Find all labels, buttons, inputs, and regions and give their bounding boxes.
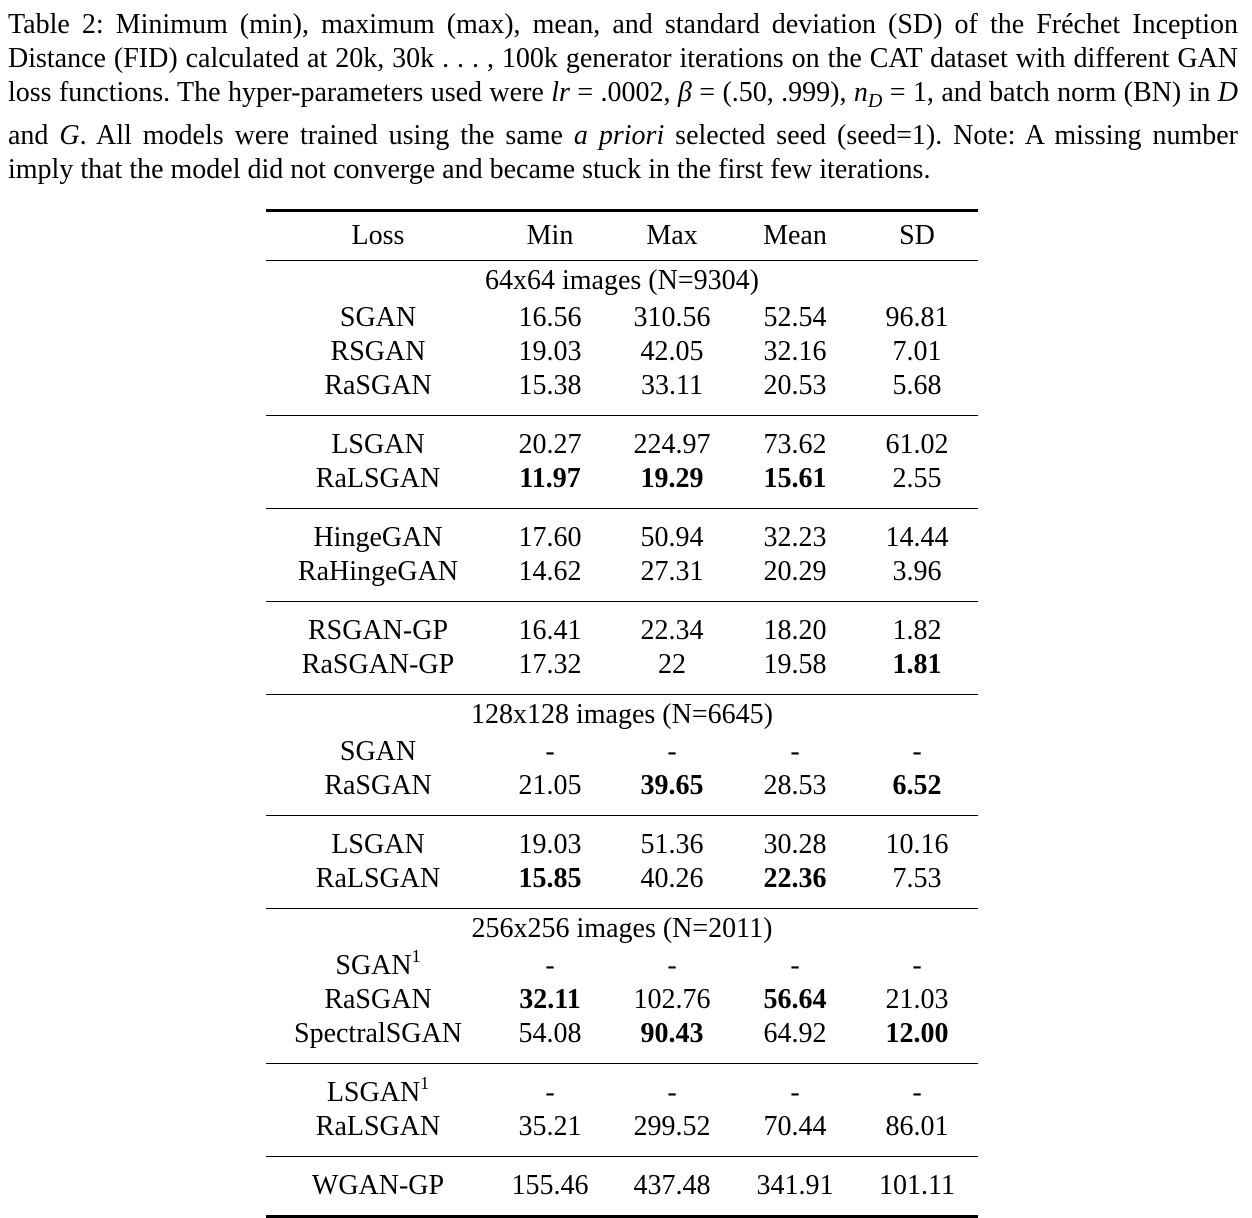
table-row (266, 1017, 978, 1064)
cell-loss: SGAN (339, 302, 417, 333)
cell-mean: - (790, 736, 800, 767)
header-loss: Loss (266, 211, 490, 261)
cell-mean: 20.29 (763, 556, 827, 587)
table-row (266, 602, 978, 649)
footnote-marker: 1 (411, 946, 421, 966)
cell-min: 19.03 (490, 816, 610, 863)
table-row (266, 509, 978, 556)
cell-sd-best: 1.81 (892, 649, 942, 680)
cell-sd: 101.11 (856, 1157, 978, 1217)
table-row (266, 769, 978, 816)
section-title-row (266, 909, 978, 950)
cell-mean-best: 56.64 (763, 984, 827, 1015)
cell-mean: 30.28 (734, 816, 856, 863)
cell-min: 35.21 (518, 1111, 582, 1142)
table-row (266, 862, 978, 909)
cell-loss: RaSGAN (324, 770, 432, 801)
header-min: Min (490, 211, 610, 261)
caption-text-3: selected seed (seed=1). Note: A missing number imply that the model did not converge and became stuck in the first few iterations. (8, 119, 1239, 185)
caption-math-eq2: = (.50, .999), (691, 77, 854, 109)
cell-loss: WGAN-GP (266, 1157, 490, 1217)
cell-max: 50.94 (610, 509, 734, 556)
cell-min: 16.56 (518, 302, 582, 333)
cell-sd-best: 12.00 (885, 1018, 949, 1049)
footnote-marker: 1 (420, 1073, 430, 1093)
cell-mean: - (790, 950, 800, 981)
table-row (266, 1157, 978, 1217)
cell-loss: HingeGAN (266, 509, 490, 556)
cell-sd: - (912, 950, 922, 981)
cell-mean: - (734, 1064, 856, 1111)
cell-sd-best: 6.52 (892, 770, 942, 801)
cell-sd: 61.02 (856, 416, 978, 463)
cell-loss: RaLSGAN (315, 1111, 441, 1142)
cell-max: 40.26 (640, 863, 704, 894)
loss-name: SGAN (335, 950, 412, 981)
cell-min: 54.08 (518, 1018, 582, 1049)
cell-max: 310.56 (633, 302, 711, 333)
cell-loss (266, 1064, 490, 1111)
cell-mean: 32.16 (763, 336, 827, 367)
cell-sd: 7.01 (892, 336, 942, 367)
cell-max: 224.97 (610, 416, 734, 463)
cell-sd: 2.55 (892, 463, 942, 494)
cell-sd: - (856, 1064, 978, 1111)
cell-loss (266, 946, 490, 983)
cell-max-best: 90.43 (640, 1018, 704, 1049)
cell-sd: 5.68 (892, 370, 942, 401)
cell-min-best: 32.11 (519, 984, 581, 1015)
cell-min-best: 15.85 (518, 863, 582, 894)
cell-sd: 3.96 (892, 556, 942, 587)
caption-math-lr: lr (551, 77, 570, 109)
table-row (266, 416, 978, 463)
cell-mean: 64.92 (763, 1018, 827, 1049)
cell-max: 102.76 (633, 984, 711, 1015)
cell-mean: 73.62 (734, 416, 856, 463)
cell-min: 21.05 (518, 770, 582, 801)
cell-mean: 20.53 (763, 370, 827, 401)
cell-mean-best: 22.36 (763, 863, 827, 894)
cell-max: 33.11 (641, 370, 703, 401)
fid-table-wrapper (266, 209, 978, 1218)
caption-math-eq1: = .0002, (569, 77, 678, 109)
cell-loss: RaLSGAN (315, 863, 441, 894)
cell-min: - (545, 950, 555, 981)
section-title-128: 128x128 images (N=6645) (266, 695, 978, 736)
cell-sd: 7.53 (892, 863, 942, 894)
table-row (266, 369, 978, 416)
loss-name: LSGAN (326, 1077, 421, 1108)
cell-sd: 96.81 (885, 302, 949, 333)
caption-math-g: G (59, 119, 80, 151)
cell-mean: 18.20 (734, 602, 856, 649)
cell-max: 22.34 (610, 602, 734, 649)
section-title-row (266, 695, 978, 736)
cell-max: 437.48 (610, 1157, 734, 1217)
cell-loss: LSGAN (266, 816, 490, 863)
cell-max: - (610, 1064, 734, 1111)
table-row (266, 462, 978, 509)
caption-text-2: . All models were trained using the same (79, 119, 574, 151)
table-row (266, 816, 978, 863)
table-row (266, 1110, 978, 1157)
table-row (266, 983, 978, 1017)
table-row (266, 555, 978, 602)
cell-min: 16.41 (490, 602, 610, 649)
table-header-row (266, 211, 978, 261)
cell-loss: RaHingeGAN (297, 556, 459, 587)
caption-and: and (8, 119, 60, 151)
cell-min: 20.27 (490, 416, 610, 463)
caption-math-nd-sub: D (867, 90, 883, 113)
table-row (266, 335, 978, 369)
cell-loss: RaLSGAN (315, 463, 441, 494)
cell-min-best: 11.97 (519, 463, 581, 494)
cell-max: - (667, 736, 677, 767)
cell-loss: RSGAN-GP (266, 602, 490, 649)
cell-loss: RaSGAN-GP (301, 649, 455, 680)
table-row (266, 949, 978, 983)
cell-loss: RaSGAN (324, 984, 432, 1015)
section-title-row (266, 261, 978, 302)
cell-loss: LSGAN (266, 416, 490, 463)
table-row (266, 1064, 978, 1111)
caption-math-beta: β (677, 77, 692, 109)
caption-math-d: D (1217, 77, 1239, 109)
cell-loss: RaSGAN (324, 370, 432, 401)
cell-min: - (545, 736, 555, 767)
cell-sd: 14.44 (856, 509, 978, 556)
cell-max: 51.36 (610, 816, 734, 863)
cell-min: 14.62 (518, 556, 582, 587)
cell-sd: 21.03 (885, 984, 949, 1015)
header-mean: Mean (734, 211, 856, 261)
header-sd: SD (856, 211, 978, 261)
cell-loss: SpectralSGAN (294, 1018, 462, 1049)
cell-sd: 86.01 (885, 1111, 949, 1142)
cell-sd: 10.16 (856, 816, 978, 863)
caption-a-priori: a priori (573, 119, 665, 151)
table-row (266, 301, 978, 335)
table-row (266, 735, 978, 769)
caption-math-nd: n (853, 77, 868, 109)
cell-min: 15.38 (518, 370, 582, 401)
cell-mean-best: 15.61 (763, 463, 827, 494)
cell-mean: 28.53 (763, 770, 827, 801)
cell-max-best: 19.29 (640, 463, 704, 494)
table-row (266, 648, 978, 695)
cell-max: 299.52 (633, 1111, 711, 1142)
table-caption (8, 8, 1238, 187)
cell-mean: 341.91 (734, 1157, 856, 1217)
cell-min: 17.60 (490, 509, 610, 556)
cell-min: 155.46 (490, 1157, 610, 1217)
fid-table (266, 209, 978, 1218)
cell-min: - (490, 1064, 610, 1111)
cell-sd: - (912, 736, 922, 767)
caption-math-eq3: = 1, and batch norm (BN) in (882, 77, 1218, 109)
cell-sd: 1.82 (856, 602, 978, 649)
header-max: Max (610, 211, 734, 261)
cell-mean: 52.54 (763, 302, 827, 333)
cell-max: 27.31 (640, 556, 704, 587)
cell-max: 42.05 (640, 336, 704, 367)
cell-min: 17.32 (518, 649, 582, 680)
cell-mean: 32.23 (734, 509, 856, 556)
cell-min: 19.03 (518, 336, 582, 367)
cell-max: - (667, 950, 677, 981)
cell-loss: SGAN (339, 736, 417, 767)
section-title-256: 256x256 images (N=2011) (266, 909, 978, 950)
cell-mean: 19.58 (763, 649, 827, 680)
cell-max: 22 (658, 649, 686, 680)
cell-loss: RSGAN (330, 336, 426, 367)
section-title-64: 64x64 images (N=9304) (485, 265, 759, 296)
cell-mean: 70.44 (763, 1111, 827, 1142)
caption-text-1: Table 2: Minimum (min), maximum (max), mean, and standard deviation (SD) of the Fréchet Inception Distance (FID) calculated at 20k, 30k . . . , 100k generator iterations on the CAT dataset with different GAN loss functions. The hyper-parameters used were (8, 9, 1238, 109)
cell-max-best: 39.65 (640, 770, 704, 801)
